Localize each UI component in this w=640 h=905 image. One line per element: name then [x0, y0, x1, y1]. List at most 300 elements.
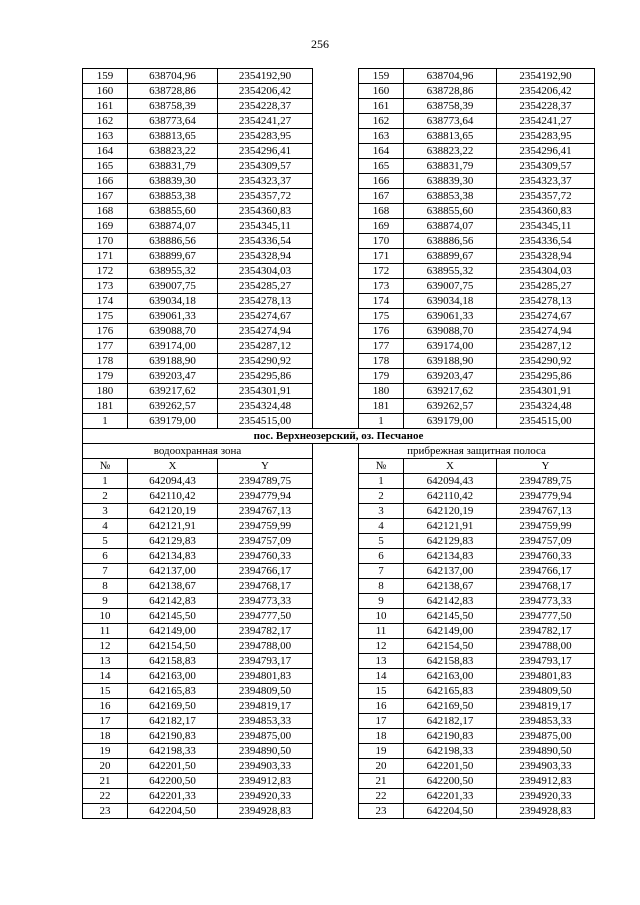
right-x-coordinate: 642198,33: [404, 744, 497, 759]
right-y-coordinate: 2354295,86: [497, 369, 595, 384]
right-y-coordinate: 2354301,91: [497, 384, 595, 399]
left-point-number: 166: [83, 174, 128, 189]
column-gap: [313, 399, 359, 414]
table-row: [83, 474, 595, 489]
right-y-coordinate: 2394768,17: [497, 579, 595, 594]
left-point-number: 20: [83, 759, 128, 774]
left-x-coordinate: 642134,83: [128, 549, 218, 564]
left-point-number: 14: [83, 669, 128, 684]
right-point-number: 8: [359, 579, 404, 594]
right-point-number: 12: [359, 639, 404, 654]
right-y-coordinate: 2394789,75: [497, 474, 595, 489]
column-gap: [313, 639, 359, 654]
left-y-coordinate: 2394801,83: [218, 669, 313, 684]
right-x-coordinate: 642165,83: [404, 684, 497, 699]
right-x-coordinate: 638886,56: [404, 234, 497, 249]
right-point-number: 15: [359, 684, 404, 699]
right-x-coordinate: 638728,86: [404, 84, 497, 99]
left-point-number: 12: [83, 639, 128, 654]
right-point-number: 162: [359, 114, 404, 129]
left-point-number: 23: [83, 804, 128, 819]
right-x-coordinate: 639174,00: [404, 339, 497, 354]
right-y-coordinate: 2354274,94: [497, 324, 595, 339]
left-x-coordinate: 642137,00: [128, 564, 218, 579]
left-y-coordinate: 2354285,27: [218, 279, 313, 294]
left-point-number: 4: [83, 519, 128, 534]
table-row: [83, 534, 595, 549]
left-point-number: 180: [83, 384, 128, 399]
column-gap: [313, 774, 359, 789]
right-y-coordinate: 2394767,13: [497, 504, 595, 519]
left-point-number: 179: [83, 369, 128, 384]
right-y-coordinate: 2354274,67: [497, 309, 595, 324]
left-y-coordinate: 2394853,33: [218, 714, 313, 729]
right-x-coordinate: 642094,43: [404, 474, 497, 489]
right-x-coordinate: 639061,33: [404, 309, 497, 324]
left-point-number: 22: [83, 789, 128, 804]
right-point-number: 181: [359, 399, 404, 414]
right-point-number: 169: [359, 219, 404, 234]
table-row: [83, 594, 595, 609]
right-point-number: 171: [359, 249, 404, 264]
column-gap: [313, 579, 359, 594]
right-y-coordinate: 2354285,27: [497, 279, 595, 294]
left-x-coordinate: 638823,22: [128, 144, 218, 159]
column-gap: [313, 159, 359, 174]
column-gap: [313, 519, 359, 534]
left-x-coordinate: 642120,19: [128, 504, 218, 519]
section1-body: [83, 69, 595, 429]
right-x-coordinate: 638704,96: [404, 69, 497, 84]
left-point-number: 15: [83, 684, 128, 699]
column-gap: [313, 339, 359, 354]
table-row: [83, 219, 595, 234]
table-row: [83, 114, 595, 129]
left-point-number: 6: [83, 549, 128, 564]
right-x-coordinate: 638813,65: [404, 129, 497, 144]
left-y-coordinate: 2354296,41: [218, 144, 313, 159]
table-row: [83, 669, 595, 684]
left-point-number: 170: [83, 234, 128, 249]
right-x-coordinate: 638955,32: [404, 264, 497, 279]
table-row: [83, 414, 595, 429]
left-y-coordinate: 2354515,00: [218, 414, 313, 429]
left-y-coordinate: 2354290,92: [218, 354, 313, 369]
left-x-coordinate: 642190,83: [128, 729, 218, 744]
column-gap: [313, 459, 359, 474]
left-point-number: 178: [83, 354, 128, 369]
left-y-coordinate: 2394793,17: [218, 654, 313, 669]
right-x-coordinate: 638899,67: [404, 249, 497, 264]
right-point-number: 178: [359, 354, 404, 369]
right-x-coordinate: 642190,83: [404, 729, 497, 744]
left-x-coordinate: 638886,56: [128, 234, 218, 249]
left-y-coordinate: 2354283,95: [218, 129, 313, 144]
left-point-number: 159: [83, 69, 128, 84]
column-gap: [313, 324, 359, 339]
column-gap: [313, 174, 359, 189]
right-x-coordinate: 642149,00: [404, 624, 497, 639]
column-gap: [313, 624, 359, 639]
right-y-coordinate: 2394773,33: [497, 594, 595, 609]
right-y-coordinate: 2394903,33: [497, 759, 595, 774]
left-point-number: 16: [83, 699, 128, 714]
left-point-number: 8: [83, 579, 128, 594]
right-y-coordinate: 2354304,03: [497, 264, 595, 279]
table-row: [83, 744, 595, 759]
right-x-coordinate: 642120,19: [404, 504, 497, 519]
left-y-coordinate: 2394890,50: [218, 744, 313, 759]
right-y-coordinate: 2394875,00: [497, 729, 595, 744]
right-x-coordinate: 642158,83: [404, 654, 497, 669]
left-point-number: 169: [83, 219, 128, 234]
column-gap: [313, 669, 359, 684]
right-x-coordinate: 642137,00: [404, 564, 497, 579]
left-x-coordinate: 639188,90: [128, 354, 218, 369]
left-point-number: 2: [83, 489, 128, 504]
left-x-coordinate: 642121,91: [128, 519, 218, 534]
right-x-coordinate: 642200,50: [404, 774, 497, 789]
right-y-coordinate: 2394801,83: [497, 669, 595, 684]
left-y-coordinate: 2394903,33: [218, 759, 313, 774]
right-point-number: 1: [359, 414, 404, 429]
table-row: [83, 279, 595, 294]
right-y-coordinate: 2394920,33: [497, 789, 595, 804]
table-row: [83, 309, 595, 324]
left-y-coordinate: 2354192,90: [218, 69, 313, 84]
column-gap: [313, 564, 359, 579]
table-row: [83, 144, 595, 159]
left-y-coordinate: 2394819,17: [218, 699, 313, 714]
left-x-coordinate: 642129,83: [128, 534, 218, 549]
column-gap: [313, 204, 359, 219]
table-row: [83, 624, 595, 639]
table-row: [83, 384, 595, 399]
right-point-number: 7: [359, 564, 404, 579]
left-x-coordinate: 642169,50: [128, 699, 218, 714]
left-x-coordinate: 642201,50: [128, 759, 218, 774]
column-gap: [313, 294, 359, 309]
left-point-number: 168: [83, 204, 128, 219]
right-point-number: 11: [359, 624, 404, 639]
left-point-number: 7: [83, 564, 128, 579]
page-number: 256: [311, 37, 329, 51]
right-x-coordinate: 639007,75: [404, 279, 497, 294]
left-y-coordinate: 2394788,00: [218, 639, 313, 654]
left-point-number: 161: [83, 99, 128, 114]
left-x-coordinate: 638813,65: [128, 129, 218, 144]
right-zone-label: прибрежная защитная полоса: [359, 444, 595, 459]
column-gap: [313, 414, 359, 429]
table-row: [83, 129, 595, 144]
right-point-number: 16: [359, 699, 404, 714]
right-y-coordinate: 2354336,54: [497, 234, 595, 249]
right-y-coordinate: 2354515,00: [497, 414, 595, 429]
left-y-coordinate: 2394759,99: [218, 519, 313, 534]
table-row: [83, 489, 595, 504]
right-y-coordinate: 2394912,83: [497, 774, 595, 789]
right-point-number: 17: [359, 714, 404, 729]
right-point-number: 23: [359, 804, 404, 819]
left-x-coordinate: 638855,60: [128, 204, 218, 219]
right-point-number: 174: [359, 294, 404, 309]
right-point-number: 1: [359, 474, 404, 489]
left-point-number: 19: [83, 744, 128, 759]
left-x-coordinate: 638758,39: [128, 99, 218, 114]
table-row: [83, 84, 595, 99]
table-row: [83, 774, 595, 789]
table-row: [83, 354, 595, 369]
right-header-x: X: [404, 459, 497, 474]
right-point-number: 179: [359, 369, 404, 384]
table-row: [83, 789, 595, 804]
left-y-coordinate: 2354304,03: [218, 264, 313, 279]
left-x-coordinate: 642163,00: [128, 669, 218, 684]
right-x-coordinate: 638823,22: [404, 144, 497, 159]
right-x-coordinate: 642129,83: [404, 534, 497, 549]
column-gap: [313, 744, 359, 759]
table-row: [83, 684, 595, 699]
left-point-number: 165: [83, 159, 128, 174]
left-y-coordinate: 2354357,72: [218, 189, 313, 204]
column-gap: [313, 684, 359, 699]
right-point-number: 164: [359, 144, 404, 159]
column-gap: [313, 69, 359, 84]
column-gap: [313, 444, 359, 459]
left-y-coordinate: 2354287,12: [218, 339, 313, 354]
left-x-coordinate: 639088,70: [128, 324, 218, 339]
right-y-coordinate: 2354324,48: [497, 399, 595, 414]
left-y-coordinate: 2354206,42: [218, 84, 313, 99]
right-x-coordinate: 638839,30: [404, 174, 497, 189]
left-x-coordinate: 639262,57: [128, 399, 218, 414]
left-y-coordinate: 2354241,27: [218, 114, 313, 129]
left-y-coordinate: 2394757,09: [218, 534, 313, 549]
table-row: [83, 69, 595, 84]
left-x-coordinate: 642138,67: [128, 579, 218, 594]
right-y-coordinate: 2394782,17: [497, 624, 595, 639]
left-x-coordinate: 638831,79: [128, 159, 218, 174]
column-gap: [313, 654, 359, 669]
left-point-number: 175: [83, 309, 128, 324]
left-point-number: 162: [83, 114, 128, 129]
left-y-coordinate: 2394809,50: [218, 684, 313, 699]
right-y-coordinate: 2394788,00: [497, 639, 595, 654]
right-y-coordinate: 2354192,90: [497, 69, 595, 84]
right-point-number: 173: [359, 279, 404, 294]
right-point-number: 172: [359, 264, 404, 279]
column-gap: [313, 714, 359, 729]
left-point-number: 164: [83, 144, 128, 159]
left-zone-label: водоохранная зона: [83, 444, 313, 459]
right-point-number: 165: [359, 159, 404, 174]
table-row: [83, 639, 595, 654]
left-y-coordinate: 2354295,86: [218, 369, 313, 384]
left-x-coordinate: 638839,30: [128, 174, 218, 189]
left-y-coordinate: 2394773,33: [218, 594, 313, 609]
column-gap: [313, 84, 359, 99]
right-x-coordinate: 642201,33: [404, 789, 497, 804]
left-point-number: 17: [83, 714, 128, 729]
column-gap: [313, 804, 359, 819]
right-header-num: №: [359, 459, 404, 474]
coordinates-table: [82, 68, 595, 819]
right-point-number: 13: [359, 654, 404, 669]
left-y-coordinate: 2394760,33: [218, 549, 313, 564]
left-point-number: 21: [83, 774, 128, 789]
left-point-number: 160: [83, 84, 128, 99]
table-row: [83, 99, 595, 114]
left-x-coordinate: 642200,50: [128, 774, 218, 789]
right-x-coordinate: 638831,79: [404, 159, 497, 174]
right-x-coordinate: 642204,50: [404, 804, 497, 819]
left-x-coordinate: 638955,32: [128, 264, 218, 279]
left-point-number: 10: [83, 609, 128, 624]
left-point-number: 13: [83, 654, 128, 669]
table-row: [83, 189, 595, 204]
right-y-coordinate: 2394793,17: [497, 654, 595, 669]
table-row: [83, 654, 595, 669]
left-point-number: 3: [83, 504, 128, 519]
left-x-coordinate: 642165,83: [128, 684, 218, 699]
right-x-coordinate: 642110,42: [404, 489, 497, 504]
right-x-coordinate: 642163,00: [404, 669, 497, 684]
right-y-coordinate: 2394757,09: [497, 534, 595, 549]
right-point-number: 18: [359, 729, 404, 744]
left-x-coordinate: 639179,00: [128, 414, 218, 429]
table-row: [83, 264, 595, 279]
table-row: [83, 399, 595, 414]
right-y-coordinate: 2354241,27: [497, 114, 595, 129]
left-x-coordinate: 639061,33: [128, 309, 218, 324]
column-gap: [313, 609, 359, 624]
left-point-number: 171: [83, 249, 128, 264]
left-y-coordinate: 2394766,17: [218, 564, 313, 579]
right-y-coordinate: 2394766,17: [497, 564, 595, 579]
right-y-coordinate: 2354345,11: [497, 219, 595, 234]
left-y-coordinate: 2394768,17: [218, 579, 313, 594]
right-point-number: 21: [359, 774, 404, 789]
left-y-coordinate: 2394928,83: [218, 804, 313, 819]
right-y-coordinate: 2354296,41: [497, 144, 595, 159]
left-x-coordinate: 642094,43: [128, 474, 218, 489]
left-y-coordinate: 2354336,54: [218, 234, 313, 249]
right-y-coordinate: 2354360,83: [497, 204, 595, 219]
column-gap: [313, 309, 359, 324]
right-point-number: 9: [359, 594, 404, 609]
table-row: [83, 519, 595, 534]
right-point-number: 170: [359, 234, 404, 249]
left-x-coordinate: 638704,96: [128, 69, 218, 84]
left-y-coordinate: 2354278,13: [218, 294, 313, 309]
right-point-number: 5: [359, 534, 404, 549]
right-point-number: 4: [359, 519, 404, 534]
left-point-number: 9: [83, 594, 128, 609]
right-point-number: 166: [359, 174, 404, 189]
column-gap: [313, 249, 359, 264]
left-x-coordinate: 642204,50: [128, 804, 218, 819]
column-header-row: [83, 459, 595, 474]
left-point-number: 177: [83, 339, 128, 354]
right-x-coordinate: 639188,90: [404, 354, 497, 369]
section-title: пос. Верхнеозерский, оз. Песчаное: [83, 429, 595, 444]
left-x-coordinate: 642149,00: [128, 624, 218, 639]
left-y-coordinate: 2354328,94: [218, 249, 313, 264]
left-x-coordinate: 642142,83: [128, 594, 218, 609]
left-y-coordinate: 2394779,94: [218, 489, 313, 504]
right-y-coordinate: 2394777,50: [497, 609, 595, 624]
table-row: [83, 324, 595, 339]
left-y-coordinate: 2394767,13: [218, 504, 313, 519]
right-y-coordinate: 2394759,99: [497, 519, 595, 534]
left-header-x: X: [128, 459, 218, 474]
column-gap: [313, 534, 359, 549]
column-gap: [313, 489, 359, 504]
left-y-coordinate: 2354324,48: [218, 399, 313, 414]
right-x-coordinate: 638773,64: [404, 114, 497, 129]
left-y-coordinate: 2394875,00: [218, 729, 313, 744]
left-y-coordinate: 2354274,67: [218, 309, 313, 324]
right-x-coordinate: 638855,60: [404, 204, 497, 219]
right-point-number: 180: [359, 384, 404, 399]
right-x-coordinate: 642121,91: [404, 519, 497, 534]
left-x-coordinate: 642110,42: [128, 489, 218, 504]
right-point-number: 2: [359, 489, 404, 504]
left-y-coordinate: 2394777,50: [218, 609, 313, 624]
right-point-number: 6: [359, 549, 404, 564]
column-gap: [313, 789, 359, 804]
column-gap: [313, 504, 359, 519]
left-x-coordinate: 642154,50: [128, 639, 218, 654]
left-x-coordinate: 642158,83: [128, 654, 218, 669]
column-gap: [313, 114, 359, 129]
left-x-coordinate: 638874,07: [128, 219, 218, 234]
right-y-coordinate: 2354290,92: [497, 354, 595, 369]
right-y-coordinate: 2354278,13: [497, 294, 595, 309]
left-y-coordinate: 2394782,17: [218, 624, 313, 639]
left-point-number: 174: [83, 294, 128, 309]
column-gap: [313, 234, 359, 249]
table-row: [83, 234, 595, 249]
left-x-coordinate: 638899,67: [128, 249, 218, 264]
left-x-coordinate: 638728,86: [128, 84, 218, 99]
table-row: [83, 564, 595, 579]
right-x-coordinate: 638853,38: [404, 189, 497, 204]
right-x-coordinate: 642145,50: [404, 609, 497, 624]
right-header-y: Y: [497, 459, 595, 474]
table-row: [83, 549, 595, 564]
right-y-coordinate: 2354287,12: [497, 339, 595, 354]
right-x-coordinate: 642182,17: [404, 714, 497, 729]
column-gap: [313, 264, 359, 279]
section2-body: [83, 474, 595, 819]
left-point-number: 1: [83, 474, 128, 489]
right-point-number: 3: [359, 504, 404, 519]
column-gap: [313, 129, 359, 144]
left-y-coordinate: 2354323,37: [218, 174, 313, 189]
right-y-coordinate: 2394779,94: [497, 489, 595, 504]
left-x-coordinate: 642182,17: [128, 714, 218, 729]
right-x-coordinate: 639179,00: [404, 414, 497, 429]
column-gap: [313, 699, 359, 714]
column-gap: [313, 549, 359, 564]
left-y-coordinate: 2394912,83: [218, 774, 313, 789]
right-y-coordinate: 2394760,33: [497, 549, 595, 564]
right-point-number: 22: [359, 789, 404, 804]
column-gap: [313, 99, 359, 114]
left-y-coordinate: 2354360,83: [218, 204, 313, 219]
left-y-coordinate: 2354274,94: [218, 324, 313, 339]
